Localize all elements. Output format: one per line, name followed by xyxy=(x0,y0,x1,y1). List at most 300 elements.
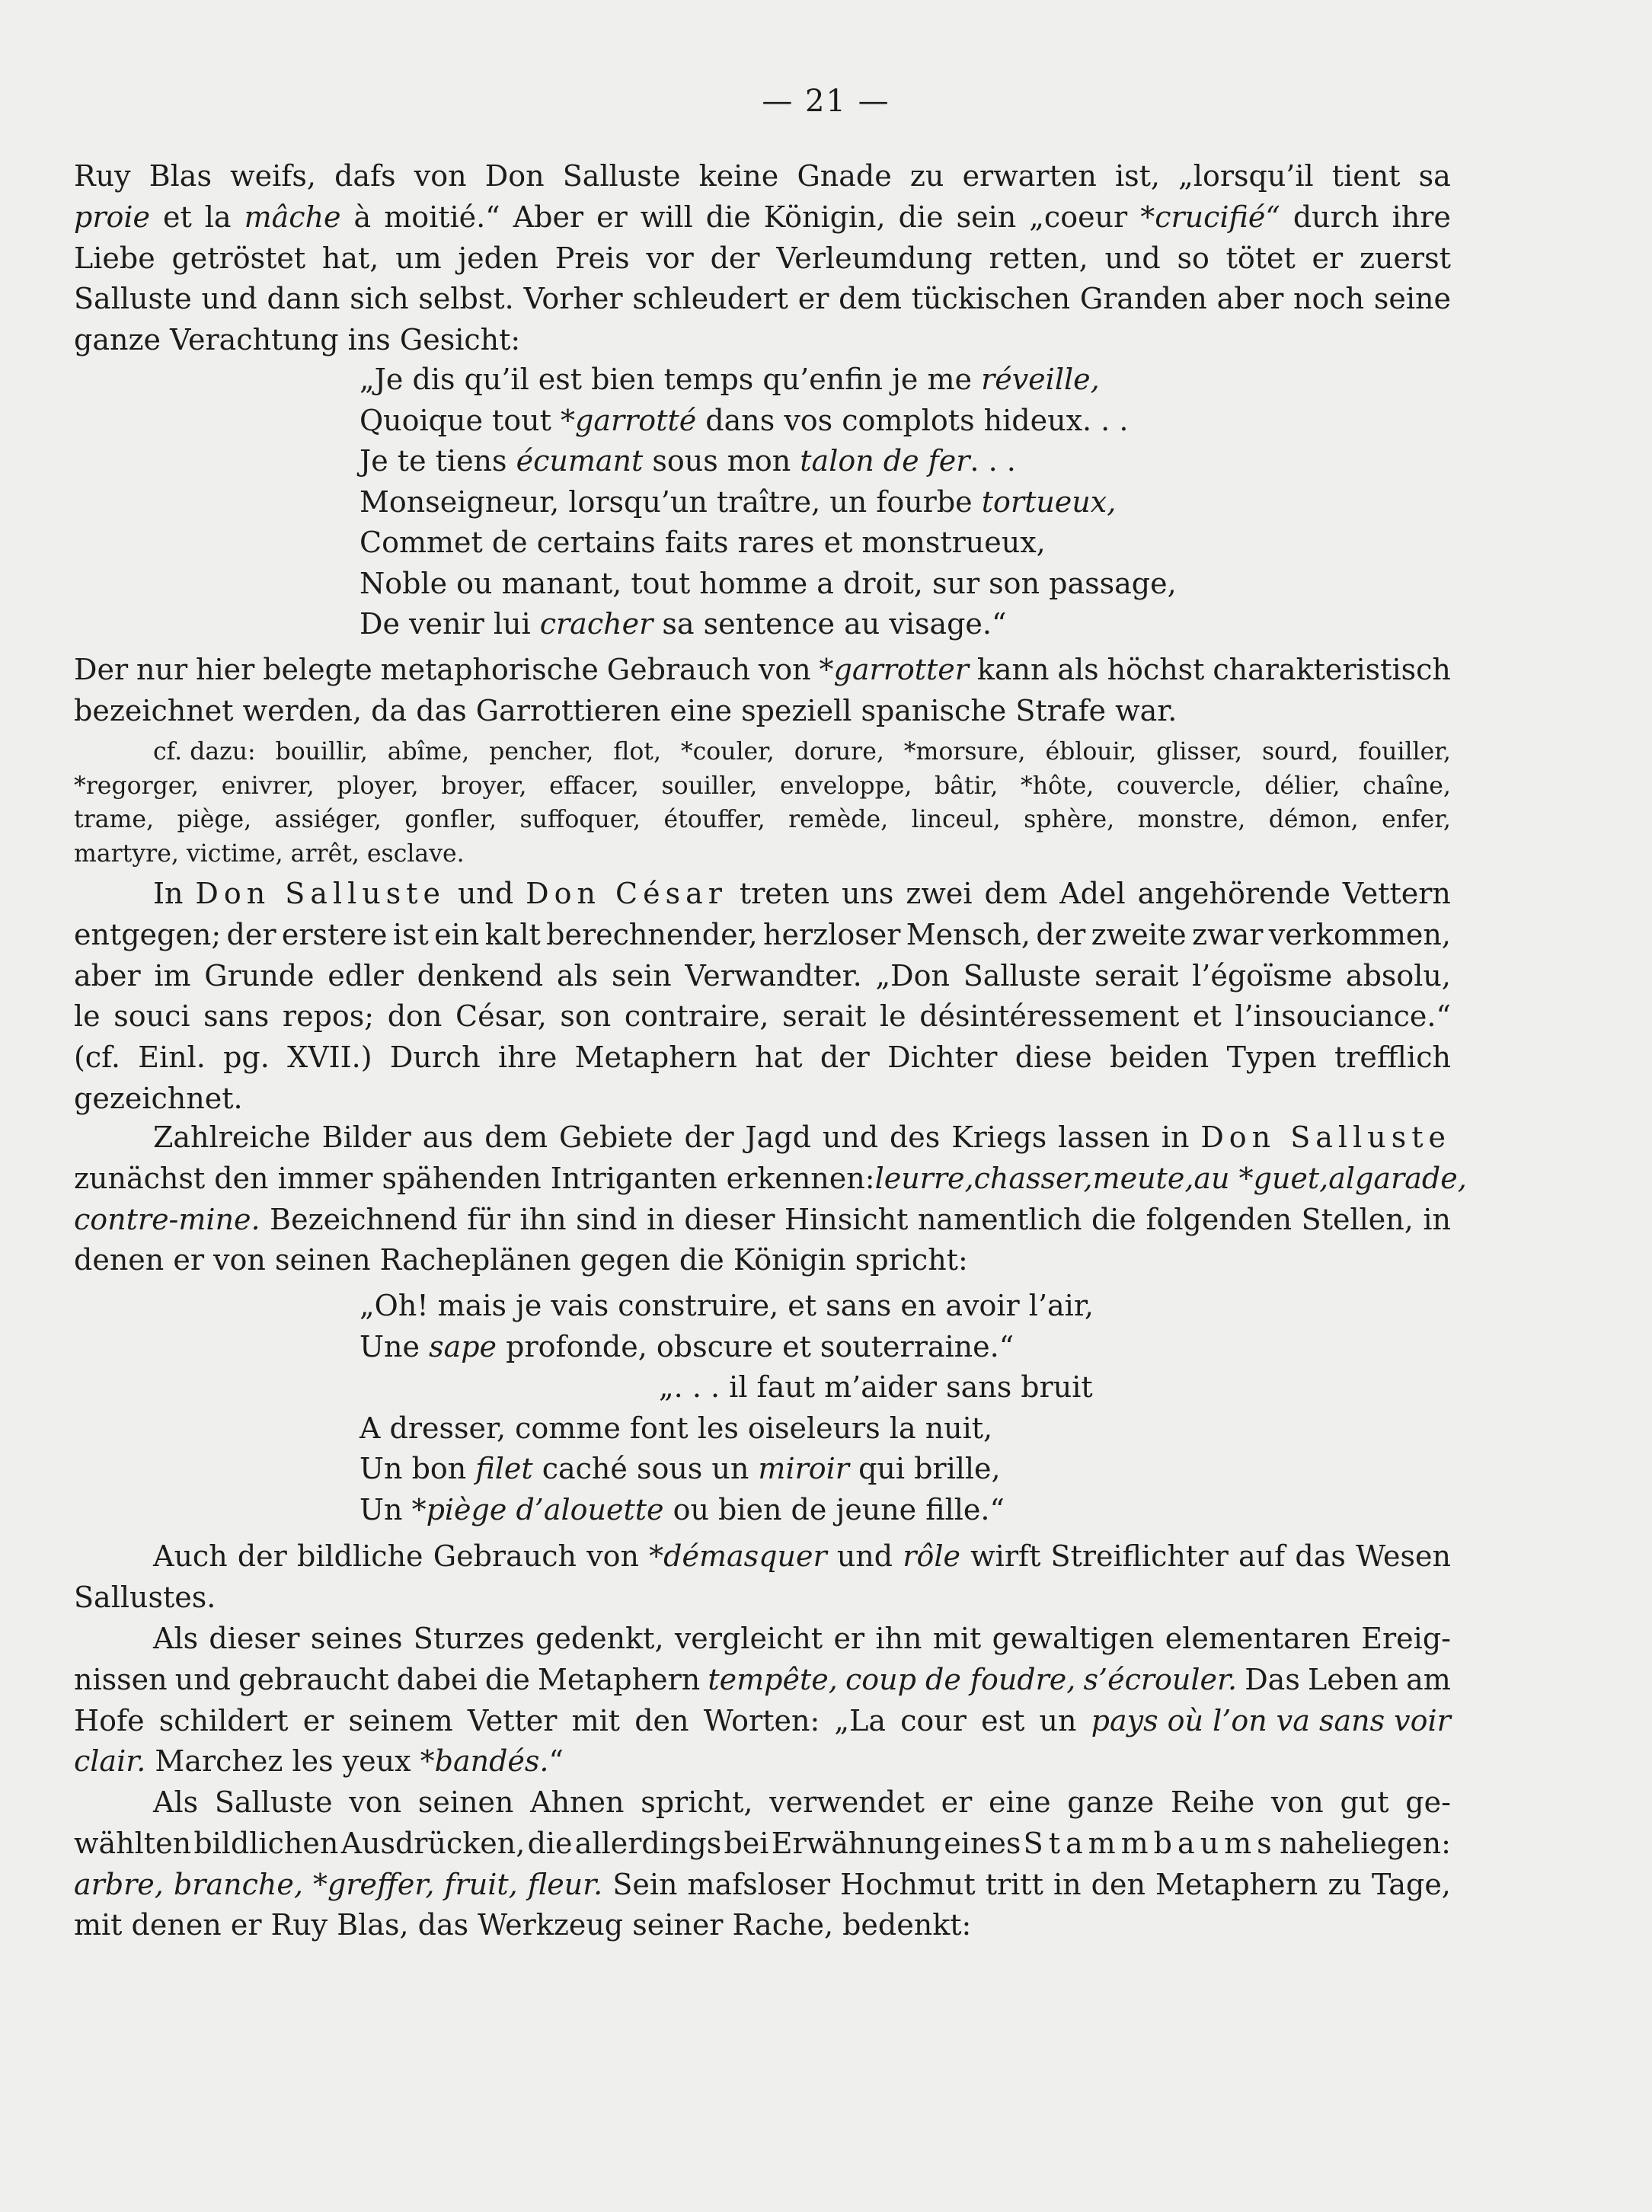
word: Ruy xyxy=(74,159,131,193)
word: zwei xyxy=(906,877,973,910)
word: Hofe xyxy=(74,1703,145,1737)
word: Preis xyxy=(554,241,630,275)
word: nur xyxy=(136,653,188,686)
word: der xyxy=(237,1539,287,1573)
word: monstre, xyxy=(1137,806,1246,833)
word: schleudert xyxy=(632,282,788,316)
note-line: martyre, victime, arrêt, esclave. xyxy=(74,839,465,868)
word: gonfler, xyxy=(404,806,497,833)
word: zu xyxy=(909,159,944,193)
word: Blas xyxy=(149,159,212,193)
word: hat xyxy=(755,1040,803,1075)
word: er xyxy=(797,282,829,316)
word: mit xyxy=(932,1622,982,1655)
word: Einl. xyxy=(138,1040,206,1075)
term: arbre, xyxy=(74,1867,164,1901)
word: bâtir, xyxy=(935,772,999,800)
word: entgegen; xyxy=(74,917,222,951)
word: von xyxy=(1270,1785,1324,1819)
word: Salluste xyxy=(963,958,1082,993)
word: kalt xyxy=(484,917,541,951)
word: und xyxy=(822,1120,879,1154)
word: délier, xyxy=(1264,772,1340,800)
text-line xyxy=(74,650,1451,691)
text-line xyxy=(74,197,1451,238)
word: allerdings xyxy=(574,1826,722,1860)
word: er xyxy=(1312,241,1344,275)
word: Worten: xyxy=(703,1703,820,1737)
word: abîme, xyxy=(387,738,470,766)
word-list-note xyxy=(74,735,1451,871)
verse-line: „Oh! mais je vais construire, et sans en avoir l’air, xyxy=(359,1289,1094,1322)
verse-line: Monseigneur, lorsqu’un traître, un fourbe tortueux, xyxy=(359,484,1117,519)
verse-quote-1 xyxy=(359,360,1177,645)
word: bildliche xyxy=(297,1539,423,1573)
word: étouffer, xyxy=(663,806,765,833)
word: Don xyxy=(484,159,545,193)
word: Typen xyxy=(1226,1040,1317,1075)
word: vergleicht xyxy=(674,1622,823,1655)
word: Als xyxy=(153,1622,199,1655)
word: souiller, xyxy=(661,772,758,800)
word: pencher, xyxy=(489,738,594,766)
word: Salluste xyxy=(74,282,192,316)
word: linceul, xyxy=(911,806,1001,833)
word: elementaren xyxy=(1165,1622,1350,1655)
word: démon, xyxy=(1268,806,1359,833)
word: mafsloser xyxy=(687,1867,830,1901)
word: Don César xyxy=(526,877,727,910)
word: remède, xyxy=(788,806,889,833)
word: höchst xyxy=(1107,653,1205,686)
word: dieser xyxy=(684,1202,775,1236)
word: in xyxy=(1161,1120,1190,1154)
word: Bezeichnend xyxy=(270,1202,458,1236)
word: dem xyxy=(484,1120,548,1154)
word: Metaphern xyxy=(537,1662,701,1696)
word: In xyxy=(153,877,184,910)
word: getröstet xyxy=(171,241,306,275)
word: sa xyxy=(1418,159,1451,193)
word: berechnender, xyxy=(546,917,758,951)
text-line xyxy=(74,1117,1451,1159)
word: mâche xyxy=(244,200,341,234)
term: branche, xyxy=(173,1867,303,1901)
word: selbst. xyxy=(418,282,514,316)
word: Vettern xyxy=(1342,877,1451,910)
word: des xyxy=(889,1120,941,1154)
word: als xyxy=(556,958,599,993)
word: kann xyxy=(976,653,1050,686)
word: Reihe xyxy=(1170,1785,1255,1819)
word: seinem xyxy=(348,1703,453,1737)
text-line xyxy=(74,956,1451,997)
word: edler xyxy=(328,958,404,993)
word: weifs, xyxy=(230,159,316,193)
word: ist, xyxy=(1114,159,1160,193)
verse-line: „. . . il faut m’aider sans bruit xyxy=(659,1370,1093,1404)
word: sein xyxy=(611,958,672,993)
word: von xyxy=(586,1539,639,1573)
word: sind xyxy=(576,1202,637,1236)
word: ihn xyxy=(875,1622,922,1655)
text-line: denen er von seinen Racheplänen gegen die Königin spricht: xyxy=(74,1243,968,1277)
text-segment: zunächst den immer spähenden Intriganten erkennen: xyxy=(74,1161,875,1195)
word: naheliegen: xyxy=(1279,1826,1451,1860)
word: von xyxy=(414,159,467,193)
word: bildlichen xyxy=(193,1826,339,1860)
word: aber xyxy=(74,958,141,993)
word: *regorger, xyxy=(74,772,200,800)
text-line: Sallustes. xyxy=(74,1580,216,1614)
word: et xyxy=(1192,999,1222,1034)
word: la xyxy=(204,200,232,234)
word: effacer, xyxy=(549,772,639,800)
term: fleur. xyxy=(527,1867,603,1901)
verse-line: Une sape profonde, obscure et souterraine.“ xyxy=(359,1329,1015,1363)
word: cf. dazu: xyxy=(153,738,256,766)
word: Als xyxy=(153,1785,199,1819)
word: die xyxy=(898,200,944,234)
word: folgenden xyxy=(1146,1202,1293,1236)
word: est xyxy=(981,1703,1025,1737)
word: un xyxy=(1039,1703,1077,1737)
text-line xyxy=(74,1619,1451,1660)
word: „lorsqu’il xyxy=(1178,159,1314,193)
word: er xyxy=(941,1785,973,1819)
word: schildert xyxy=(158,1703,289,1737)
word: tückischen xyxy=(911,282,1071,316)
note-line xyxy=(74,769,1451,804)
word: in xyxy=(1053,1867,1082,1901)
word: verkommen, xyxy=(1268,917,1451,951)
word: Jagd xyxy=(745,1120,811,1154)
word: broyer, xyxy=(441,772,527,800)
word: Adel xyxy=(1059,877,1126,910)
word: charakteristisch xyxy=(1213,653,1451,686)
word: als xyxy=(1057,653,1099,686)
text-line xyxy=(74,1701,1451,1742)
verse-line: De venir lui cracher sa sentence au visage.“ xyxy=(359,607,1007,641)
word: beiden xyxy=(1110,1040,1209,1075)
word: die xyxy=(527,1826,573,1860)
word: Metaphern xyxy=(574,1040,737,1075)
word: bouillir, xyxy=(275,738,368,766)
verse-line: Quoique tout *garrotté dans vos complots hideux. . . xyxy=(359,403,1129,437)
word: spricht, xyxy=(641,1785,753,1819)
word: und xyxy=(836,1539,893,1573)
word: ein xyxy=(434,917,480,951)
word: lassen xyxy=(1058,1120,1150,1154)
word: die xyxy=(705,200,751,234)
word: namentlich xyxy=(917,1202,1082,1236)
word: uns xyxy=(841,877,894,910)
word: le xyxy=(74,999,101,1034)
text-line xyxy=(74,1782,1451,1824)
word: ganze xyxy=(1067,1785,1155,1819)
word: der xyxy=(710,241,760,275)
term: tempête, xyxy=(708,1662,838,1696)
word: dem xyxy=(984,877,1048,910)
word: Stellen, xyxy=(1301,1202,1414,1236)
word: Gebrauch xyxy=(606,653,750,686)
word: Das xyxy=(1245,1662,1300,1696)
word: in xyxy=(1423,1202,1451,1236)
word: et xyxy=(163,200,192,234)
word: sich xyxy=(350,282,409,316)
word: in xyxy=(647,1202,675,1236)
word: le xyxy=(879,999,906,1034)
word: zu xyxy=(1328,1867,1362,1901)
word: Ahnen xyxy=(530,1785,625,1819)
word: dabei xyxy=(396,1662,478,1696)
word: désintéressement xyxy=(919,999,1180,1034)
verse-line: Un bon filet caché sous un miroir qui brille, xyxy=(359,1452,1001,1485)
term: s’écrouler. xyxy=(1083,1662,1238,1696)
word: sans xyxy=(203,999,270,1034)
term: rôle xyxy=(903,1539,960,1573)
word: Verleumdung xyxy=(776,241,973,275)
word: Salluste xyxy=(562,159,681,193)
verse-line: Commet de certains faits rares et monstrueux, xyxy=(359,526,1046,559)
word: und xyxy=(201,282,257,316)
word: l’égoïsme xyxy=(1192,958,1333,993)
word: flot, xyxy=(613,738,661,766)
paragraph-1 xyxy=(74,156,1451,361)
word: die xyxy=(484,1662,530,1696)
word: serait xyxy=(1094,958,1179,993)
word: „coeur xyxy=(1029,200,1128,234)
word: Kriegs xyxy=(951,1120,1047,1154)
word: souci xyxy=(113,999,190,1034)
word: Aber xyxy=(513,200,584,234)
word: Zahlreiche xyxy=(153,1120,311,1154)
note-line xyxy=(74,735,1451,769)
term: coup de foudre, xyxy=(845,1662,1076,1696)
word: Granden xyxy=(1079,282,1207,316)
paragraph-5 xyxy=(74,1536,1451,1619)
word: Hochmut xyxy=(840,1867,976,1901)
word: Königin, xyxy=(763,200,886,234)
word: zwar xyxy=(1192,917,1264,951)
word: Salluste xyxy=(214,1785,333,1819)
word: erstere xyxy=(281,917,388,951)
term: chasser, xyxy=(973,1161,1093,1195)
word: glisser, xyxy=(1156,738,1243,766)
term: *démasquer xyxy=(649,1539,827,1573)
word: serait xyxy=(782,999,867,1034)
word: zuerst xyxy=(1359,241,1451,275)
word: mit xyxy=(571,1703,621,1737)
word: tötet xyxy=(1225,241,1296,275)
word: hat, xyxy=(321,241,379,275)
term: algarade, xyxy=(1328,1161,1467,1195)
text-line xyxy=(74,1200,1451,1241)
word: chaîne, xyxy=(1363,772,1451,800)
word: Sturzes xyxy=(413,1622,525,1655)
word: nissen xyxy=(74,1662,168,1696)
text-line xyxy=(74,915,1451,956)
term: pays où l’on va sans voir xyxy=(1091,1703,1451,1737)
word: sourd, xyxy=(1261,738,1339,766)
word: enfer, xyxy=(1382,806,1451,833)
text-line xyxy=(74,1865,1451,1906)
word: eines xyxy=(944,1826,1021,1860)
word: *hôte, xyxy=(1020,772,1094,800)
verse-line: A dresser, comme font les oiseleurs la nuit, xyxy=(359,1411,993,1445)
term: *greffer, xyxy=(313,1867,435,1901)
word: aber xyxy=(1216,282,1284,316)
word: ge- xyxy=(1405,1785,1451,1819)
word: ployer, xyxy=(337,772,419,800)
word: l’insouciance.“ xyxy=(1235,999,1451,1034)
word: zweite xyxy=(1091,917,1187,951)
word: Grunde xyxy=(204,958,315,993)
word: will xyxy=(640,200,693,234)
word: vor xyxy=(646,241,694,275)
word: contraire, xyxy=(624,999,769,1034)
word: piège, xyxy=(177,806,252,833)
word: César, xyxy=(455,999,547,1034)
word: Sein xyxy=(612,1867,678,1901)
term: contre-mine. xyxy=(74,1202,260,1236)
text-line: mit denen er Ruy Blas, das Werkzeug seiner Rache, bedenkt: xyxy=(74,1908,972,1942)
word: Streiflichter xyxy=(1050,1539,1229,1573)
word: und xyxy=(457,877,514,910)
word: verwendet xyxy=(769,1785,925,1819)
word: Liebe xyxy=(74,241,155,275)
text-line xyxy=(74,1660,1451,1701)
word: tient xyxy=(1331,159,1401,193)
word: Vorher xyxy=(523,282,623,316)
word: moitié.“ xyxy=(384,200,500,234)
word: die xyxy=(1091,1202,1136,1236)
word: keine xyxy=(698,159,779,193)
word: seines xyxy=(310,1622,403,1655)
word: und xyxy=(1104,241,1161,275)
note-line xyxy=(74,803,1451,837)
word: dafs xyxy=(334,159,396,193)
word: der xyxy=(226,917,276,951)
word: trame, xyxy=(74,806,155,833)
term: leurre, xyxy=(874,1161,974,1195)
word: enivrer, xyxy=(221,772,315,800)
text-line xyxy=(74,1159,1467,1200)
term: fruit, xyxy=(444,1867,518,1901)
spaced-word: Stammbaums xyxy=(1023,1826,1277,1860)
word: Tage, xyxy=(1371,1867,1451,1901)
word: aus xyxy=(422,1120,474,1154)
verse-line: Je te tiens écumant sous mon talon de fer. . . xyxy=(359,444,1016,478)
word: *garrotter xyxy=(819,653,969,686)
word: Ausdrücken, xyxy=(340,1826,526,1860)
word: Dichter xyxy=(887,1040,998,1075)
paragraph-3 xyxy=(74,874,1451,1120)
word: wirft xyxy=(970,1539,1041,1573)
word: dorure, xyxy=(794,738,884,766)
word: proie xyxy=(74,200,151,234)
word: Durch xyxy=(389,1040,481,1075)
word: diese xyxy=(1015,1040,1092,1075)
text-line: gezeichnet. xyxy=(74,1081,243,1115)
word: Ereig- xyxy=(1361,1622,1451,1655)
word: *crucifié“ xyxy=(1140,200,1280,234)
word: durch xyxy=(1293,200,1379,234)
word: tritt xyxy=(985,1867,1043,1901)
word: repos; xyxy=(282,999,375,1034)
text-line xyxy=(74,1824,1451,1865)
paragraph-7 xyxy=(74,1782,1451,1946)
word: Hinsicht xyxy=(784,1202,909,1236)
word: (cf. xyxy=(74,1040,120,1075)
word: wählten xyxy=(74,1826,192,1860)
word: éblouir, xyxy=(1045,738,1137,766)
verse-line: Noble ou manant, tout homme a droit, sur son passage, xyxy=(359,566,1177,600)
word: er xyxy=(596,200,628,234)
text-line xyxy=(74,996,1451,1037)
word: „La xyxy=(834,1703,886,1737)
word: der xyxy=(1036,917,1086,951)
word: sphère, xyxy=(1024,806,1115,833)
word: angehörende xyxy=(1137,877,1331,910)
word: am xyxy=(1406,1662,1451,1696)
word: enveloppe, xyxy=(780,772,912,800)
word: um xyxy=(395,241,442,275)
text-line: clair. Marchez les yeux *bandés.“ xyxy=(74,1744,564,1779)
word: denkend xyxy=(417,958,544,993)
word: couvercle, xyxy=(1116,772,1242,800)
word: Mensch, xyxy=(906,917,1031,951)
word: absolu, xyxy=(1345,958,1451,993)
word: Metaphern xyxy=(1155,1867,1318,1901)
word: sein xyxy=(956,200,1017,234)
word: à xyxy=(353,200,372,234)
word: retten, xyxy=(989,241,1088,275)
text-line xyxy=(74,279,1451,320)
word: belegte xyxy=(263,653,372,686)
word: metaphorische xyxy=(380,653,599,686)
word: den xyxy=(1091,1867,1146,1901)
word: erwarten xyxy=(962,159,1097,193)
word: *couler, xyxy=(680,738,775,766)
word: er xyxy=(302,1703,334,1737)
word: Gnade xyxy=(797,159,892,193)
paragraph-4 xyxy=(74,1117,1467,1281)
word: dann xyxy=(267,282,340,316)
word: für xyxy=(467,1202,510,1236)
word: gedenkt, xyxy=(535,1622,664,1655)
word: eine xyxy=(988,1785,1051,1819)
word: von xyxy=(349,1785,402,1819)
word: XVII.) xyxy=(287,1040,372,1075)
word: ihn xyxy=(519,1202,567,1236)
word: ihre xyxy=(1392,200,1451,234)
word: pg. xyxy=(223,1040,270,1075)
word: das xyxy=(1295,1539,1346,1573)
text-line: bezeichnet werden, da das Garrottieren eine speziell spanische Strafe war. xyxy=(74,693,1177,727)
word: *morsure, xyxy=(903,738,1026,766)
word: „Don xyxy=(875,958,950,993)
word: hier xyxy=(196,653,255,686)
paragraph-2 xyxy=(74,650,1451,732)
word: son xyxy=(560,999,612,1034)
word: im xyxy=(154,958,191,993)
word: Leben xyxy=(1307,1662,1398,1696)
word: dem xyxy=(839,282,902,316)
word: Don Salluste xyxy=(195,877,446,910)
word: jeden xyxy=(458,241,538,275)
word: von xyxy=(758,653,811,686)
